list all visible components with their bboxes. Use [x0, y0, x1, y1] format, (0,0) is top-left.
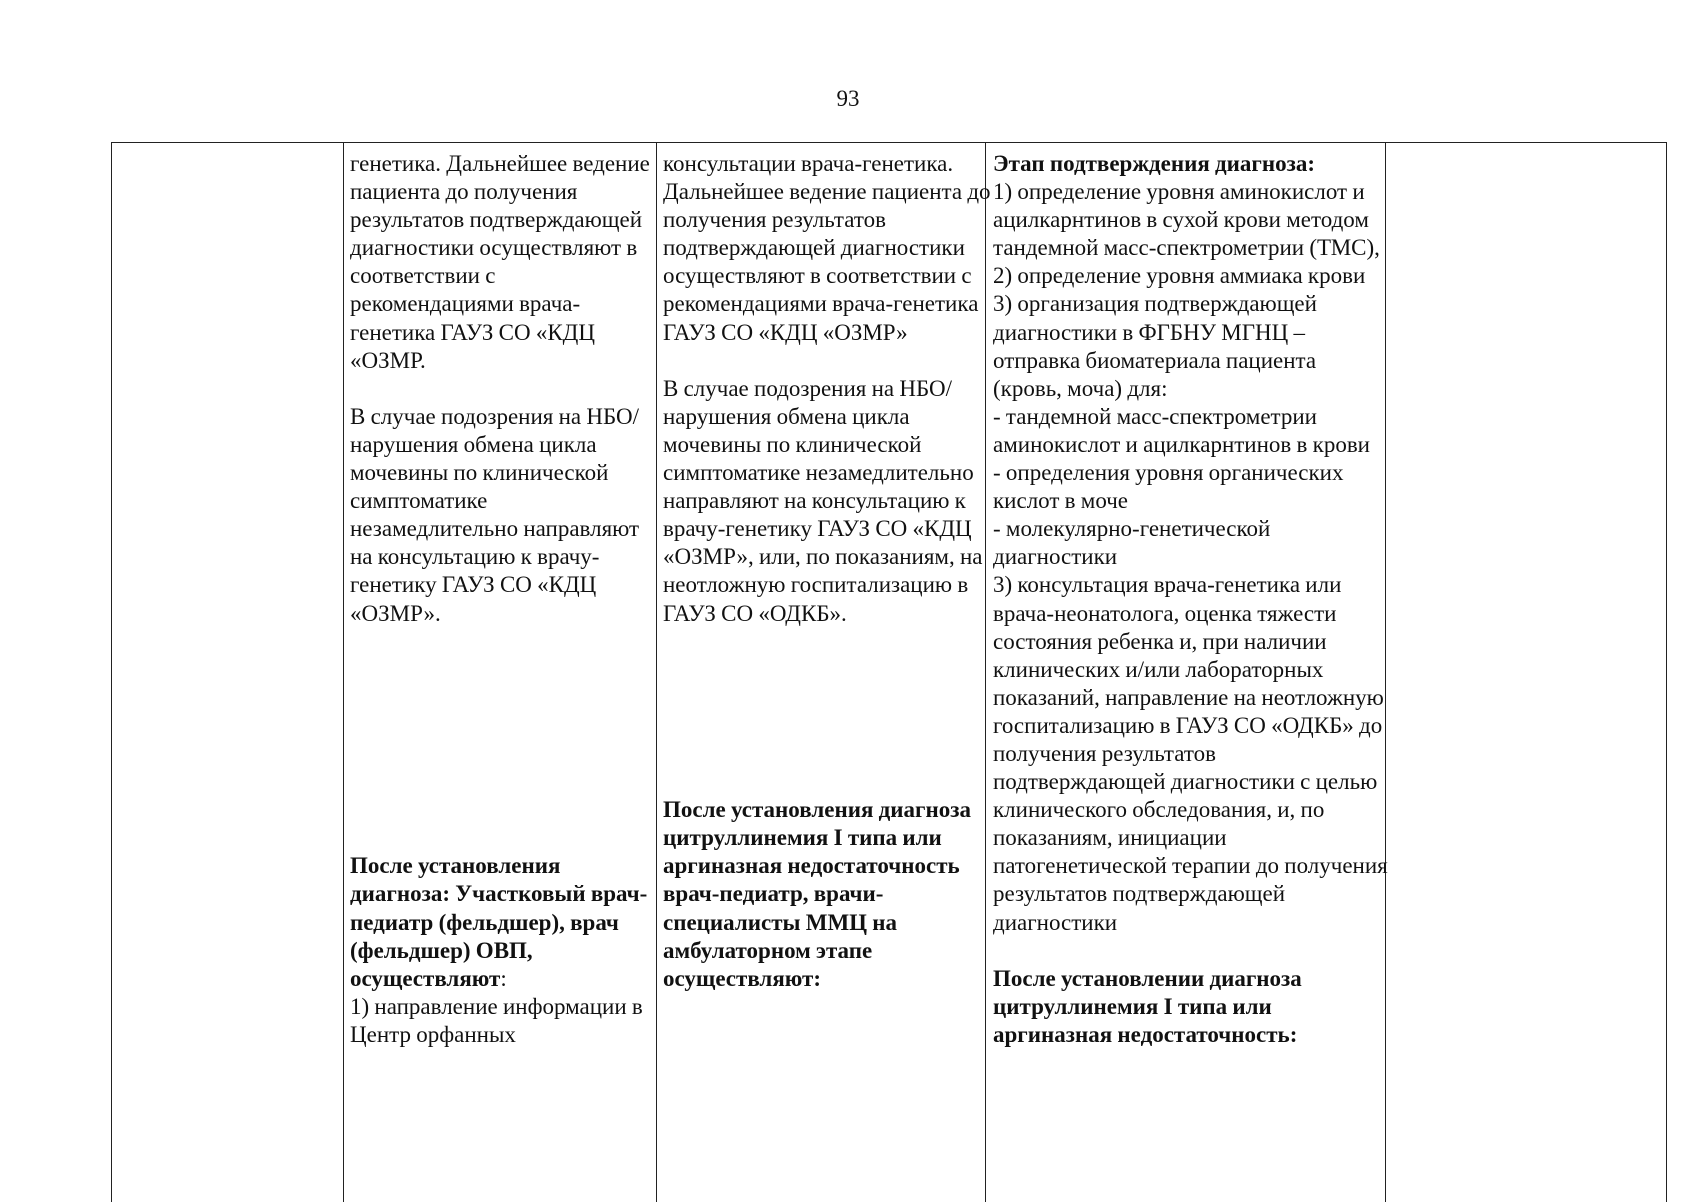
col4-line-2: 2) определение уровня аммиака крови [993, 263, 1366, 289]
col4-line-4: - тандемной масс-спектрометрии аминокислот и ацилкарнтинов в крови [993, 403, 1370, 457]
column-2-cell [350, 150, 650, 1049]
page-number: 93 [836, 86, 860, 111]
col4-bold-heading: После установлении диагноза цитруллинемия I типа или аргиназная недостаточность: [993, 965, 1302, 1047]
col2-heading-colon: : [500, 965, 507, 991]
col4-after-diagnosis-heading [993, 965, 1388, 1049]
col4-heading-text: Этап подтверждения диагноза: [993, 151, 1316, 176]
col4-line-7: 3) консультация врача-генетика или врача-неонатолога, оценка тяжести состояния ребенка и, при наличии клинических и/или лабораторных показаний, направление на неотложную госпитализацию в ГАУЗ СО «ОДКБ» до получения результатов подтверждающей диагностики с целью клинического обследования, и, по показаниям, инициации патогенетической терапии до получения результатов подтверждающей диагностики [993, 572, 1388, 935]
col3-paragraph-2: В случае подозрения на НБО/ нарушения обмена цикла мочевины по клинической симптоматике незамедлительно направляют на консультацию к врачу-генетику ГАУЗ СО «КДЦ «ОЗМР», или, по показаниям, на неотложную госпитализацию в ГАУЗ СО «ОДКБ». [663, 375, 983, 626]
col4-line-5: - определения уровня органических кислот в моче [993, 460, 1344, 514]
col2-bold-heading: После установления диагноза: Участковый врач-педиатр (фельдшер), врач (фельдшер) ОВП, осуществляют [350, 853, 648, 991]
col4-line-1: 1) определение уровня аминокислот и ацилкарнтинов в сухой крови методом тандемной масс-спектрометрии (ТМС), [993, 179, 1380, 261]
column-divider-2 [656, 142, 657, 1202]
column-4-cell [993, 150, 1388, 1049]
col2-paragraph-1: генетика. Дальнейшее ведение пациента до получения результатов подтверждающей диагностики осуществляют в соответствии с рекомендациями врача-генетика ГАУЗ СО «КДЦ «ОЗМР. [350, 151, 650, 373]
col3-paragraph-1: консультации врача-генетика. Дальнейшее ведение пациента до получения результатов подтверждающей диагностики осуществляют в соответствии с рекомендациями врача-генетика ГАУЗ СО «КДЦ «ОЗМР» [663, 151, 991, 345]
table-left-border [111, 142, 112, 1202]
column-3-cell [663, 150, 993, 993]
col2-paragraph-4: 1) направление информации в Центр орфанных [350, 993, 643, 1047]
col2-paragraph-2: В случае подозрения на НБО/ нарушения обмена цикла мочевины по клинической симптоматике незамедлительно направляют на консультацию к врачу-генетику ГАУЗ СО «КДЦ «ОЗМР». [350, 403, 640, 626]
col3-after-diagnosis-heading [663, 796, 993, 993]
column-divider-1 [343, 142, 344, 1202]
col4-line-3: 3) организация подтверждающей диагностики в ФГБНУ МГНЦ – отправка биоматериала пациента (кровь, моча) для: [993, 291, 1317, 401]
col3-bold-heading: После установления диагноза цитруллинемия I типа или аргиназная недостаточность врач-педиатр, врачи-специалисты ММЦ на амбулаторном этапе осуществляют: [663, 797, 971, 991]
col2-after-diagnosis-heading [350, 852, 650, 992]
col4-line-6: - молекулярно-генетической диагностики [993, 516, 1271, 570]
table-right-border [1666, 142, 1667, 1202]
col4-heading [993, 150, 1388, 178]
